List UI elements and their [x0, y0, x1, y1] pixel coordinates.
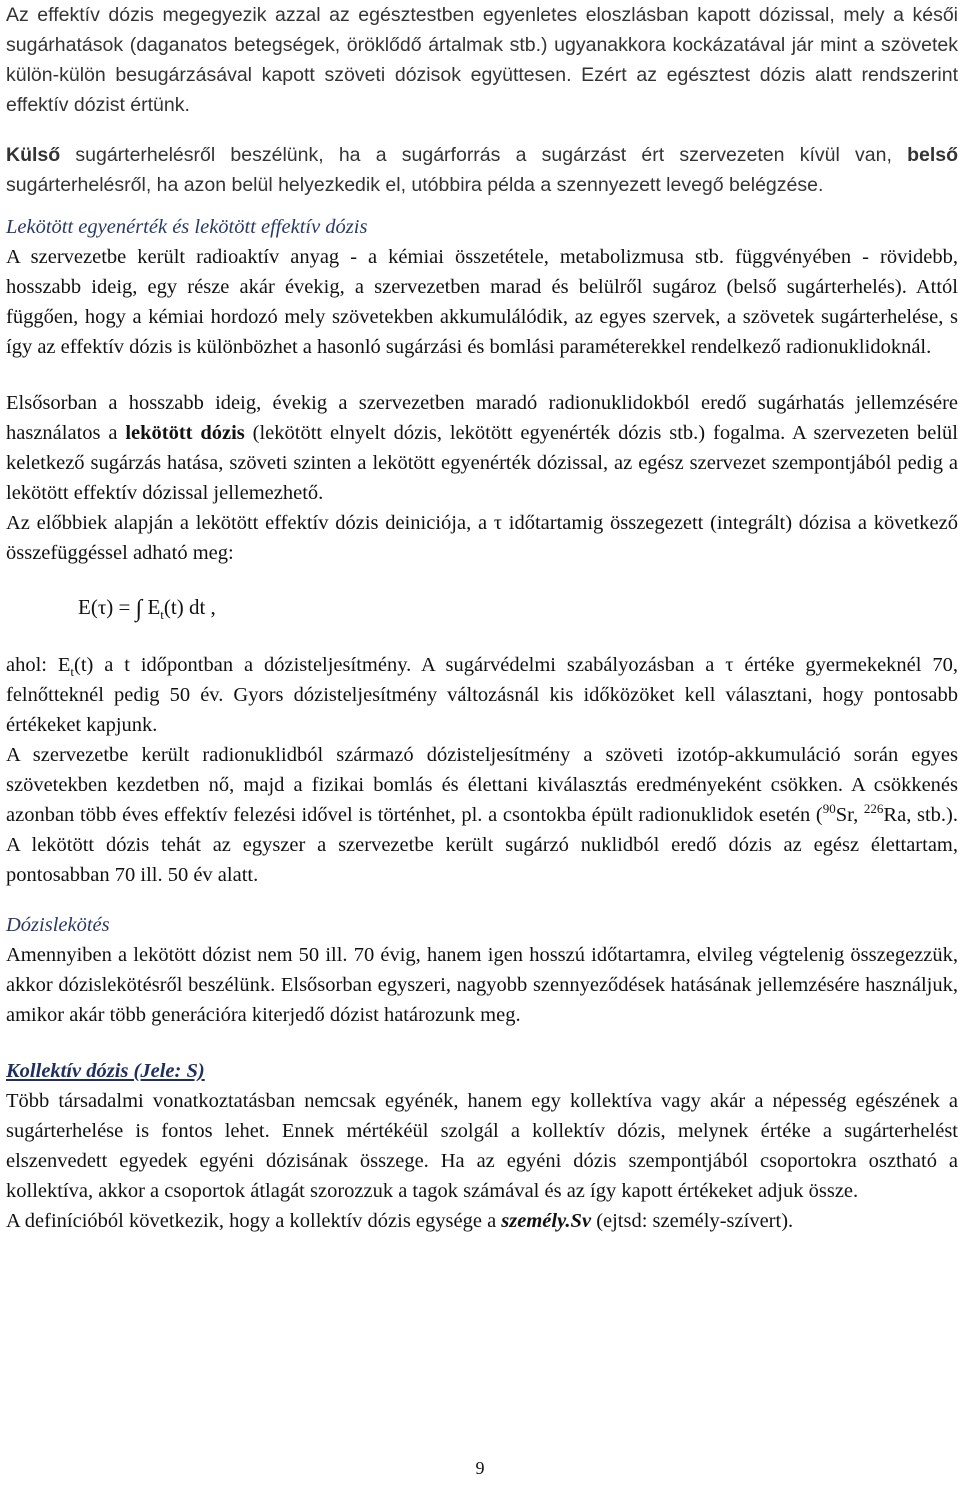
- text-span: sugárterhelésről, ha azon belül helyezkedik el, utóbbira példa a szennyezett levegő belégzése.: [6, 174, 824, 196]
- formula-lhs: E(τ) =: [78, 595, 136, 619]
- term-external: Külső: [6, 144, 61, 166]
- subscript: t: [70, 664, 75, 680]
- text-span: (ejtsd: személy-szívert).: [591, 1210, 794, 1232]
- integral-symbol: ∫: [135, 596, 143, 622]
- paragraph-definition: Az előbbiek alapján a lekötött effektív dózis deiniciója, a τ időtartamig összegezett (integrált) dózisa a következő összefüggéssel adható meg:: [6, 512, 958, 564]
- page-number: 9: [475, 1458, 485, 1478]
- paragraph-effective-dose: Az effektív dózis megegyezik azzal az egésztestben egyenletes eloszlásban kapott dózissal, mely a késői sugárhatások (daganatos betegségek, öröklődő ártalmak stb.) ugyanakkora kockázatával jár mint a szövetek külön-külön besugárzásával kapott szöveti dózisok együttesen. Ezért az egésztest dózis alatt rendszerint effektív dózist értünk.: [6, 4, 958, 116]
- formula-rest: (t) dt ,: [163, 595, 216, 619]
- text-span: ahol: E: [6, 654, 71, 676]
- text-span: Elsősorban a hosszabb ideig, évekig a szervezetben maradó radionuklidokból eredő sugárhatás jellemzésére használatos a: [6, 392, 958, 444]
- paragraph-dose-commitment: Amennyiben a lekötött dózist nem 50 ill. 70 évig, hanem igen hosszú időtartamra, elvileg végtelenig összegezzük, akkor dózislekötésről beszélünk. Elsősorban egyszeri, nagyobb szennyeződések hatásának jellemzésére használjuk, amikor akár több generációra kiterjedő dózist határozunk meg.: [6, 944, 958, 1026]
- formula-e: E: [147, 595, 161, 619]
- text-span: A szervezetbe került radionuklidból származó dózisteljesítmény a szöveti izotóp-akkumuláció során egyes szövetekben kezdetben nő, majd a fizikai bomlás és élettani kiválasztás eredményeként csökken. A csökkenés azonban több éves effektív felezési idővel is történhet, pl. a csontokba épült radionuklidok esetén (: [6, 744, 958, 826]
- formula-subscript: t: [160, 607, 164, 623]
- section-title-committed-dose: Lekötött egyenérték és lekötött effektív dózis: [6, 216, 368, 238]
- paragraph-committed-dose: A szervezetbe került radioaktív anyag - a kémiai összetétele, metabolizmusa stb. függvényében - rövidebb, hosszabb ideig, egy része akár évekig, a szervezetben marad és belülről sugároz (belső sugárterhelés). Attól függően, hogy a kémiai hordozó mely szövetekben akkumulálódik, az egyes szervek, a szövetek sugárterhelése, s így az effektív dózis is különbözhet a hasonló sugárzási és bomlási paraméterekkel rendelkező radionuklidoknál.: [6, 246, 958, 358]
- term-internal: belső: [907, 144, 958, 166]
- paragraph-accumulation: [6, 740, 958, 890]
- paragraph-collective-unit: [6, 1206, 958, 1236]
- document-page: [6, 0, 958, 1236]
- paragraph-where: [6, 650, 958, 740]
- formula-committed-dose: [78, 592, 958, 638]
- text-span: A definícióból következik, hogy a kollektív dózis egysége a: [6, 1210, 502, 1232]
- isotope-mass-sr: 90: [822, 801, 836, 817]
- text-span: (t) a t időpontban a dózisteljesítmény. A sugárvédelmi szabályozásban a τ értéke gyermekeknél 70, felnőtteknél pedig 50 év. Gyors dózisteljesítmény változásnál kis időközöket kell választani, hogy pontosabb értékeket kapjunk.: [6, 654, 958, 736]
- section-title-collective-dose: Kollektív dózis (Jele: S): [6, 1060, 205, 1082]
- text-span: Ra, stb.). A lekötött dózis tehát az egyszer a szervezetbe került sugárzó nuklidból eredő dózis az egész élettartam, pontosabban 70 ill. 50 év alatt.: [6, 804, 958, 886]
- text-span: sugárterhelésről beszélünk, ha a sugárforrás a sugárzást ért szervezeten kívül van,: [60, 144, 908, 166]
- paragraph-collective-dose: Több társadalmi vonatkoztatásban nemcsak egyénék, hanem egy kollektíva vagy akár a népesség egészének a sugárterhelése is fontos lehet. Ennek mértékéül szolgál a kollektív dózis, melynek értéke a sugárterhelést elszenvedett egyedek egyéni dózisának összege. Ha az egyéni dózis szempontjából csoportokra osztható a kollektíva, akkor a csoportok átlagát szorozzuk a tagok számával és az így kapott értékeket adjuk össze.: [6, 1090, 958, 1202]
- text-span: Sr,: [835, 804, 864, 826]
- section-title-dose-commitment: Dózislekötés: [6, 914, 110, 936]
- paragraph-external-internal: [6, 140, 958, 200]
- term-committed-dose: lekötött dózis: [125, 422, 245, 444]
- paragraph-committed-usage: [6, 388, 958, 508]
- isotope-mass-ra: 226: [863, 801, 884, 817]
- text-span: (lekötött elnyelt dózis, lekötött egyenérték dózis stb.) fogalma. A szervezeten belül keletkező sugárzás hatása, szöveti szinten a lekötött egyenérték dózissal, az egész szervezet szempontjából pedig a lekötött effektív dózissal jellemezhető.: [6, 422, 958, 504]
- unit-person-sievert: személy.Sv: [501, 1210, 592, 1232]
